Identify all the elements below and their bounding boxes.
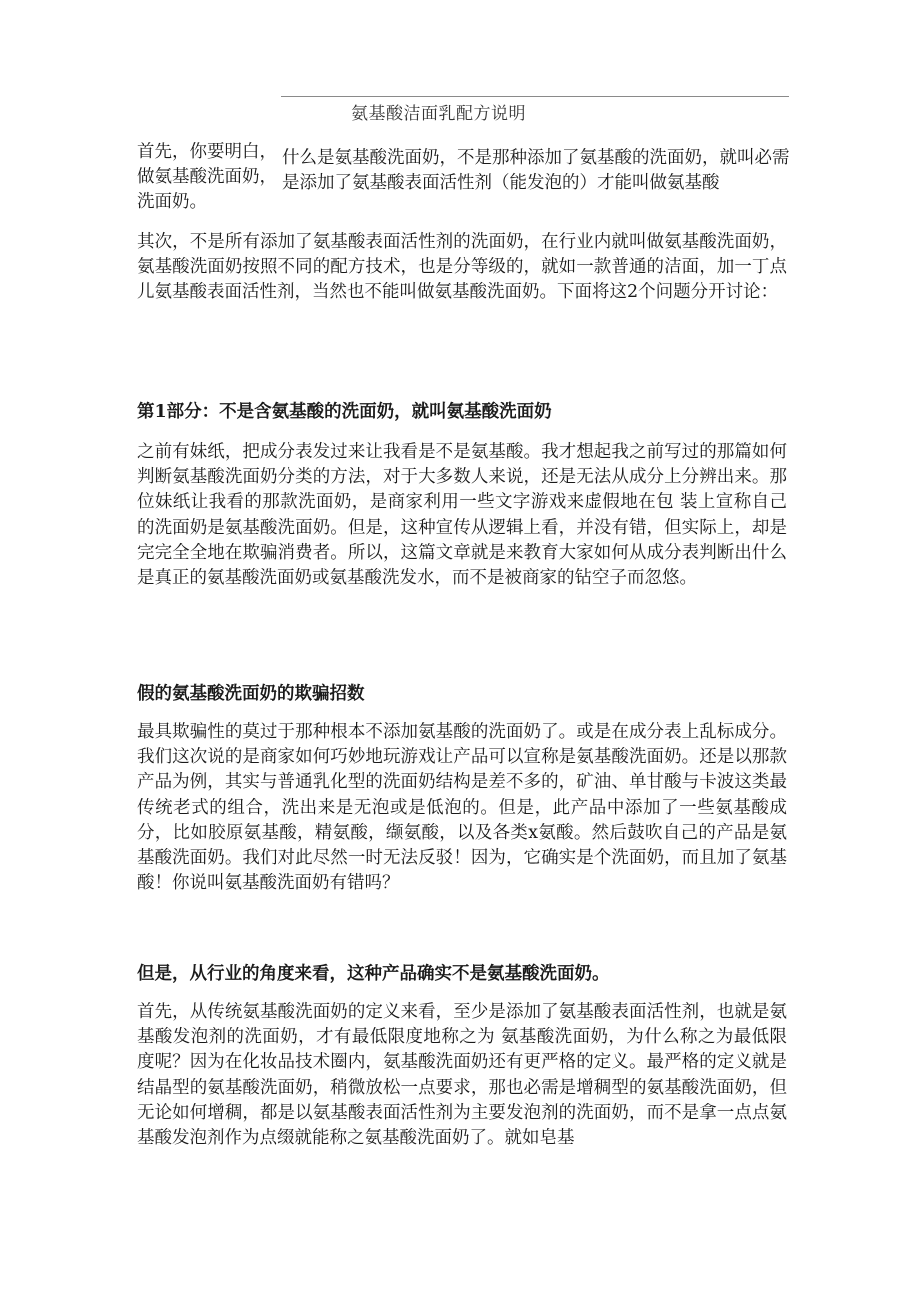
heading-fake: 假的氨基酸洗面奶的欺骗招数 — [137, 684, 365, 704]
intro-left-text: 首先，你要明白， 做氨基酸洗面奶，洗面奶。 — [137, 142, 277, 213]
heading-part1: 第1部分：不是含氨基酸的洗面奶，就叫氨基酸洗面奶 — [137, 402, 552, 422]
paragraph-second: 其次，不是所有添加了氨基酸表面活性剂的洗面奶，在行业内就叫做氨基酸洗面奶，氨基酸洗面奶按照不同的配方技术，也是分等级的，就如一款普通的洁面，加一丁点儿氨基酸表面活性剂，当然也不能叫做氨基酸洗面奶。下面将这2个问题分开讨论： — [137, 232, 787, 303]
paragraph-industry: 首先，从传统氨基酸洗面奶的定义来看，至少是添加了氨基酸表面活性剂，也就是氨基酸发泡剂的洗面奶，才有最低限度地称之为 氨基酸洗面奶，为什么称之为最低限度呢？因为在化妆品技术圈内，氨基酸洗面奶还有更严格的定义。最严格的定义就是结晶型的氨基酸洗面奶，稍微放松一点要求，那也必需是增稠型的氨基酸洗面奶，但无论如何增稠，都是以氨基酸表面活性剂为主要发泡剂的洗面奶，而不是拿一点点氨基酸发泡剂作为点缀就能称之氨基酸洗面奶了。就如皂基 — [137, 1002, 787, 1149]
paragraph-fake: 最具欺骗性的莫过于那种根本不添加氨基酸的洗面奶了。或是在成分表上乱标成分。我们这次说的是商家如何巧妙地玩游戏让产品可以宣称是氨基酸洗面奶。还是以那款产品为例，其实与普通乳化型的洗面奶结构是差不多的，矿油、单甘酸与卡波这类最传统老式的组合，洗出来是无泡或是低泡的。但是，此产品中添加了一些氨基酸成分，比如胶原氨基酸，精氨酸，缬氨酸，以及各类x氨酸。然后鼓吹自己的产品是氨基酸洗面奶。我们对此尽然一时无法反驳！因为，它确实是个洗面奶，而且加了氨基酸！你说叫氨基酸洗面奶有错吗？ — [137, 722, 787, 894]
paragraph-part1: 之前有妹纸，把成分表发过来让我看是不是氨基酸。我才想起我之前写过的那篇如何判断氨基酸洗面奶分类的方法，对于大多数人来说，还是无法从成分上分辨出来。那位妹纸让我看的那款洗面奶，是商家利用一些文字游戏来虚假地在包 装上宣称自己的洗面奶是氨基酸洗面奶。但是，这种宣传从逻辑上看，并没有错，但实际上，却是完完全全地在欺骗消费者。所以，这篇文章就是来教育大家如何从成分表判断出什么是真正的氨基酸洗面奶或氨基酸洗发水，而不是被商家的钻空子而忽悠。 — [137, 442, 787, 589]
document-title: 氨基酸洁面乳配方说明 — [351, 104, 526, 124]
header-rule — [281, 96, 789, 97]
heading-industry: 但是，从行业的角度来看，这种产品确实不是氨基酸洗面奶。 — [137, 964, 610, 984]
intro-right-text: 什么是氨基酸洗面奶，不是那种添加了氨基酸的洗面奶，就叫必需是添加了氨基酸表面活性剂（能发泡的）才能叫做氨基酸 — [282, 148, 790, 194]
